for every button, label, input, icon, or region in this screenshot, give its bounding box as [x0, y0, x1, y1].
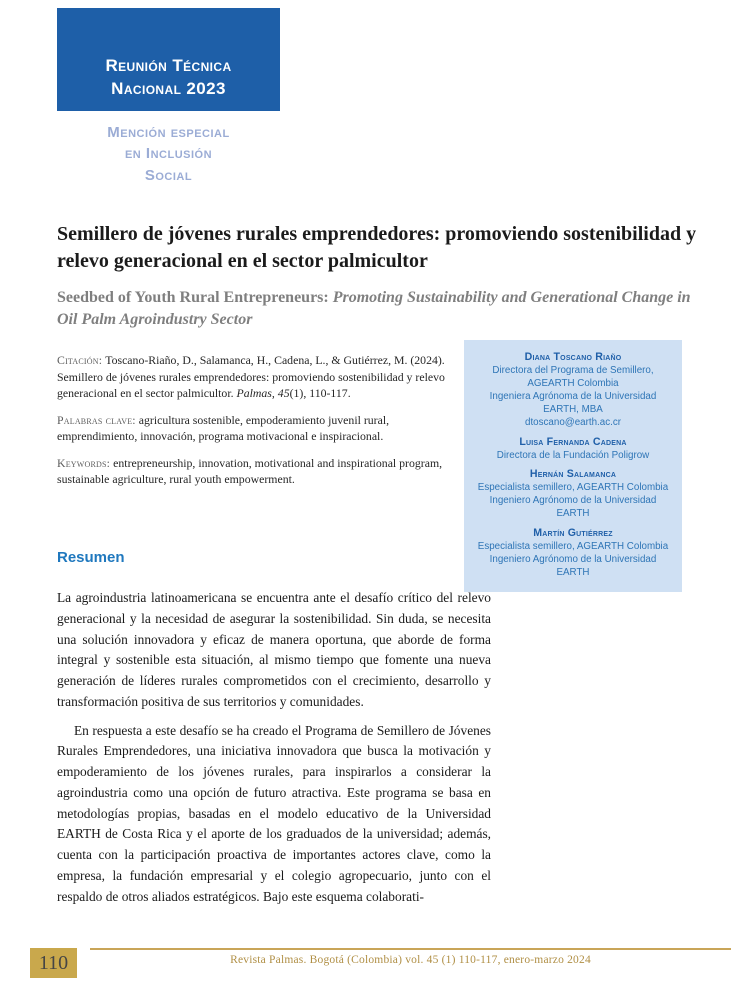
author-affiliation-line: Especialista semillero, AGEARTH Colombia	[477, 482, 669, 494]
mention-badge	[57, 122, 280, 186]
author-affiliation-line: EARTH, MBA	[543, 403, 603, 415]
abstract-paragraph: En respuesta a este desafío se ha creado el Programa de Semillero de Jóvenes Rurales Emprendedores, una iniciativa innovadora que busca la motivación y empoderamiento de los jóvenes rurales, para inspirarlos a considerar la agroindustria como una opción de futuro atractiva. Este programa se basa en metodologías propias, basadas en el modelo educativo de la Universidad EARTH de Costa Rica y el aporte de los graduados de la universidad; además, cuenta con la participación proactiva de importantes actores clave, como la empresa, la fundación empresarial y el colegio agropecuario, junto con el respaldo de otros aliados estratégicos. Bajo este esquema colaborati-	[57, 722, 491, 904]
author-affiliation-line: EARTH	[556, 567, 590, 579]
author-affiliation-line: EARTH	[556, 508, 590, 520]
section-heading-resumen: Resumen	[57, 549, 125, 566]
citation-text-tail: (1), 110-117.	[289, 386, 351, 401]
keywords-en-label: Keywords:	[57, 455, 111, 470]
citation-journal-italic: Palmas, 45	[236, 386, 290, 401]
article-title-es: Semillero de jóvenes rurales emprendedores: promoviendo sostenibilidad y relevo generacional en el sector palmicultor	[57, 223, 697, 272]
citation-text: Toscano-Riaño, D., Salamanca, H., Cadena, L., & Gutiérrez, M. (2024). Semillero de jóvenes rurales emprendedores: promoviendo sostenibilidad y relevo generacional en el sector palmicultor.	[57, 353, 445, 401]
author-affiliation-line: Ingeniero Agrónomo de la Universidad	[489, 554, 657, 566]
footer-rule	[90, 948, 731, 950]
author-affiliation-line: Ingeniero Agrónomo de la Universidad	[489, 495, 657, 507]
abstract-paragraph: La agroindustria latinoamericana se encuentra ante el desafío crítico del relevo generacional y la necesidad de asegurar la sostenibilidad. Sin duda, se necesita una solución innovadora y eficaz de manera oportuna, que aborde de forma integral y sostenible esta situación, al mismo tiempo que fomente una nueva generación de líderes rurales comprometidos con el crecimiento, desarrollo y transformación positiva de sus territorios y comunidades.	[57, 590, 491, 709]
keywords-es-label: Palabras clave:	[57, 412, 136, 427]
event-badge-line: Nacional 2023	[111, 78, 226, 98]
author-affiliation-line: Directora del Programa de Semillero,	[492, 364, 654, 376]
author-entry	[472, 527, 674, 580]
author-affiliation-line: Ingeniera Agrónoma de la Universidad	[489, 390, 657, 402]
authors-box	[464, 340, 682, 592]
mention-line: en Inclusión	[124, 145, 213, 163]
abstract-body	[57, 588, 491, 907]
event-badge-text	[105, 55, 231, 111]
article-title-en-lead: Seedbed of Youth Rural Entrepreneurs:	[57, 289, 333, 306]
keywords-es-text: agricultura sostenible, empoderamiento juvenil rural, emprendimiento, innovación, programa motivacional e inspiracional.	[57, 412, 390, 444]
page-number: 110	[30, 948, 77, 978]
article-title-en-italic: Promoting Sustainability and Generational Change in Oil Palm Agroindustry Sector	[57, 289, 691, 329]
author-entry	[472, 468, 674, 521]
citation	[57, 352, 455, 402]
keywords-en-text: entrepreneurship, innovation, motivational and inspirational program, sustainable agriculture, rural youth empowerment.	[57, 455, 443, 487]
author-affiliation-line: dtoscano@earth.ac.cr	[525, 416, 621, 428]
author-affiliation-line: Directora de la Fundación Poligrow	[496, 449, 650, 461]
event-badge-line: Reunión Técnica	[105, 56, 232, 76]
author-affiliation-line: Especialista semillero, AGEARTH Colombia	[477, 541, 669, 553]
author-entry	[472, 351, 674, 430]
metadata-block	[57, 352, 455, 488]
author-name: Luisa Fernanda Cadena	[519, 435, 627, 448]
mention-line: Mención especial	[107, 124, 230, 141]
author-name: Martín Gutiérrez	[533, 527, 613, 540]
footer-journal-line: Revista Palmas. Bogotá (Colombia) vol. 45 (1) 110-117, enero-marzo 2024	[230, 954, 591, 966]
keywords-es	[57, 412, 455, 445]
mention-line: Social	[144, 166, 193, 184]
author-affiliation-line: AGEARTH Colombia	[527, 377, 619, 389]
citation-label: Citación:	[57, 353, 103, 367]
author-entry	[472, 436, 674, 463]
author-name: Diana Toscano Riaño	[524, 351, 622, 363]
keywords-en	[57, 455, 455, 488]
author-name: Hernán Salamanca	[529, 468, 617, 481]
event-badge	[57, 8, 280, 111]
article-title-en	[57, 287, 705, 331]
